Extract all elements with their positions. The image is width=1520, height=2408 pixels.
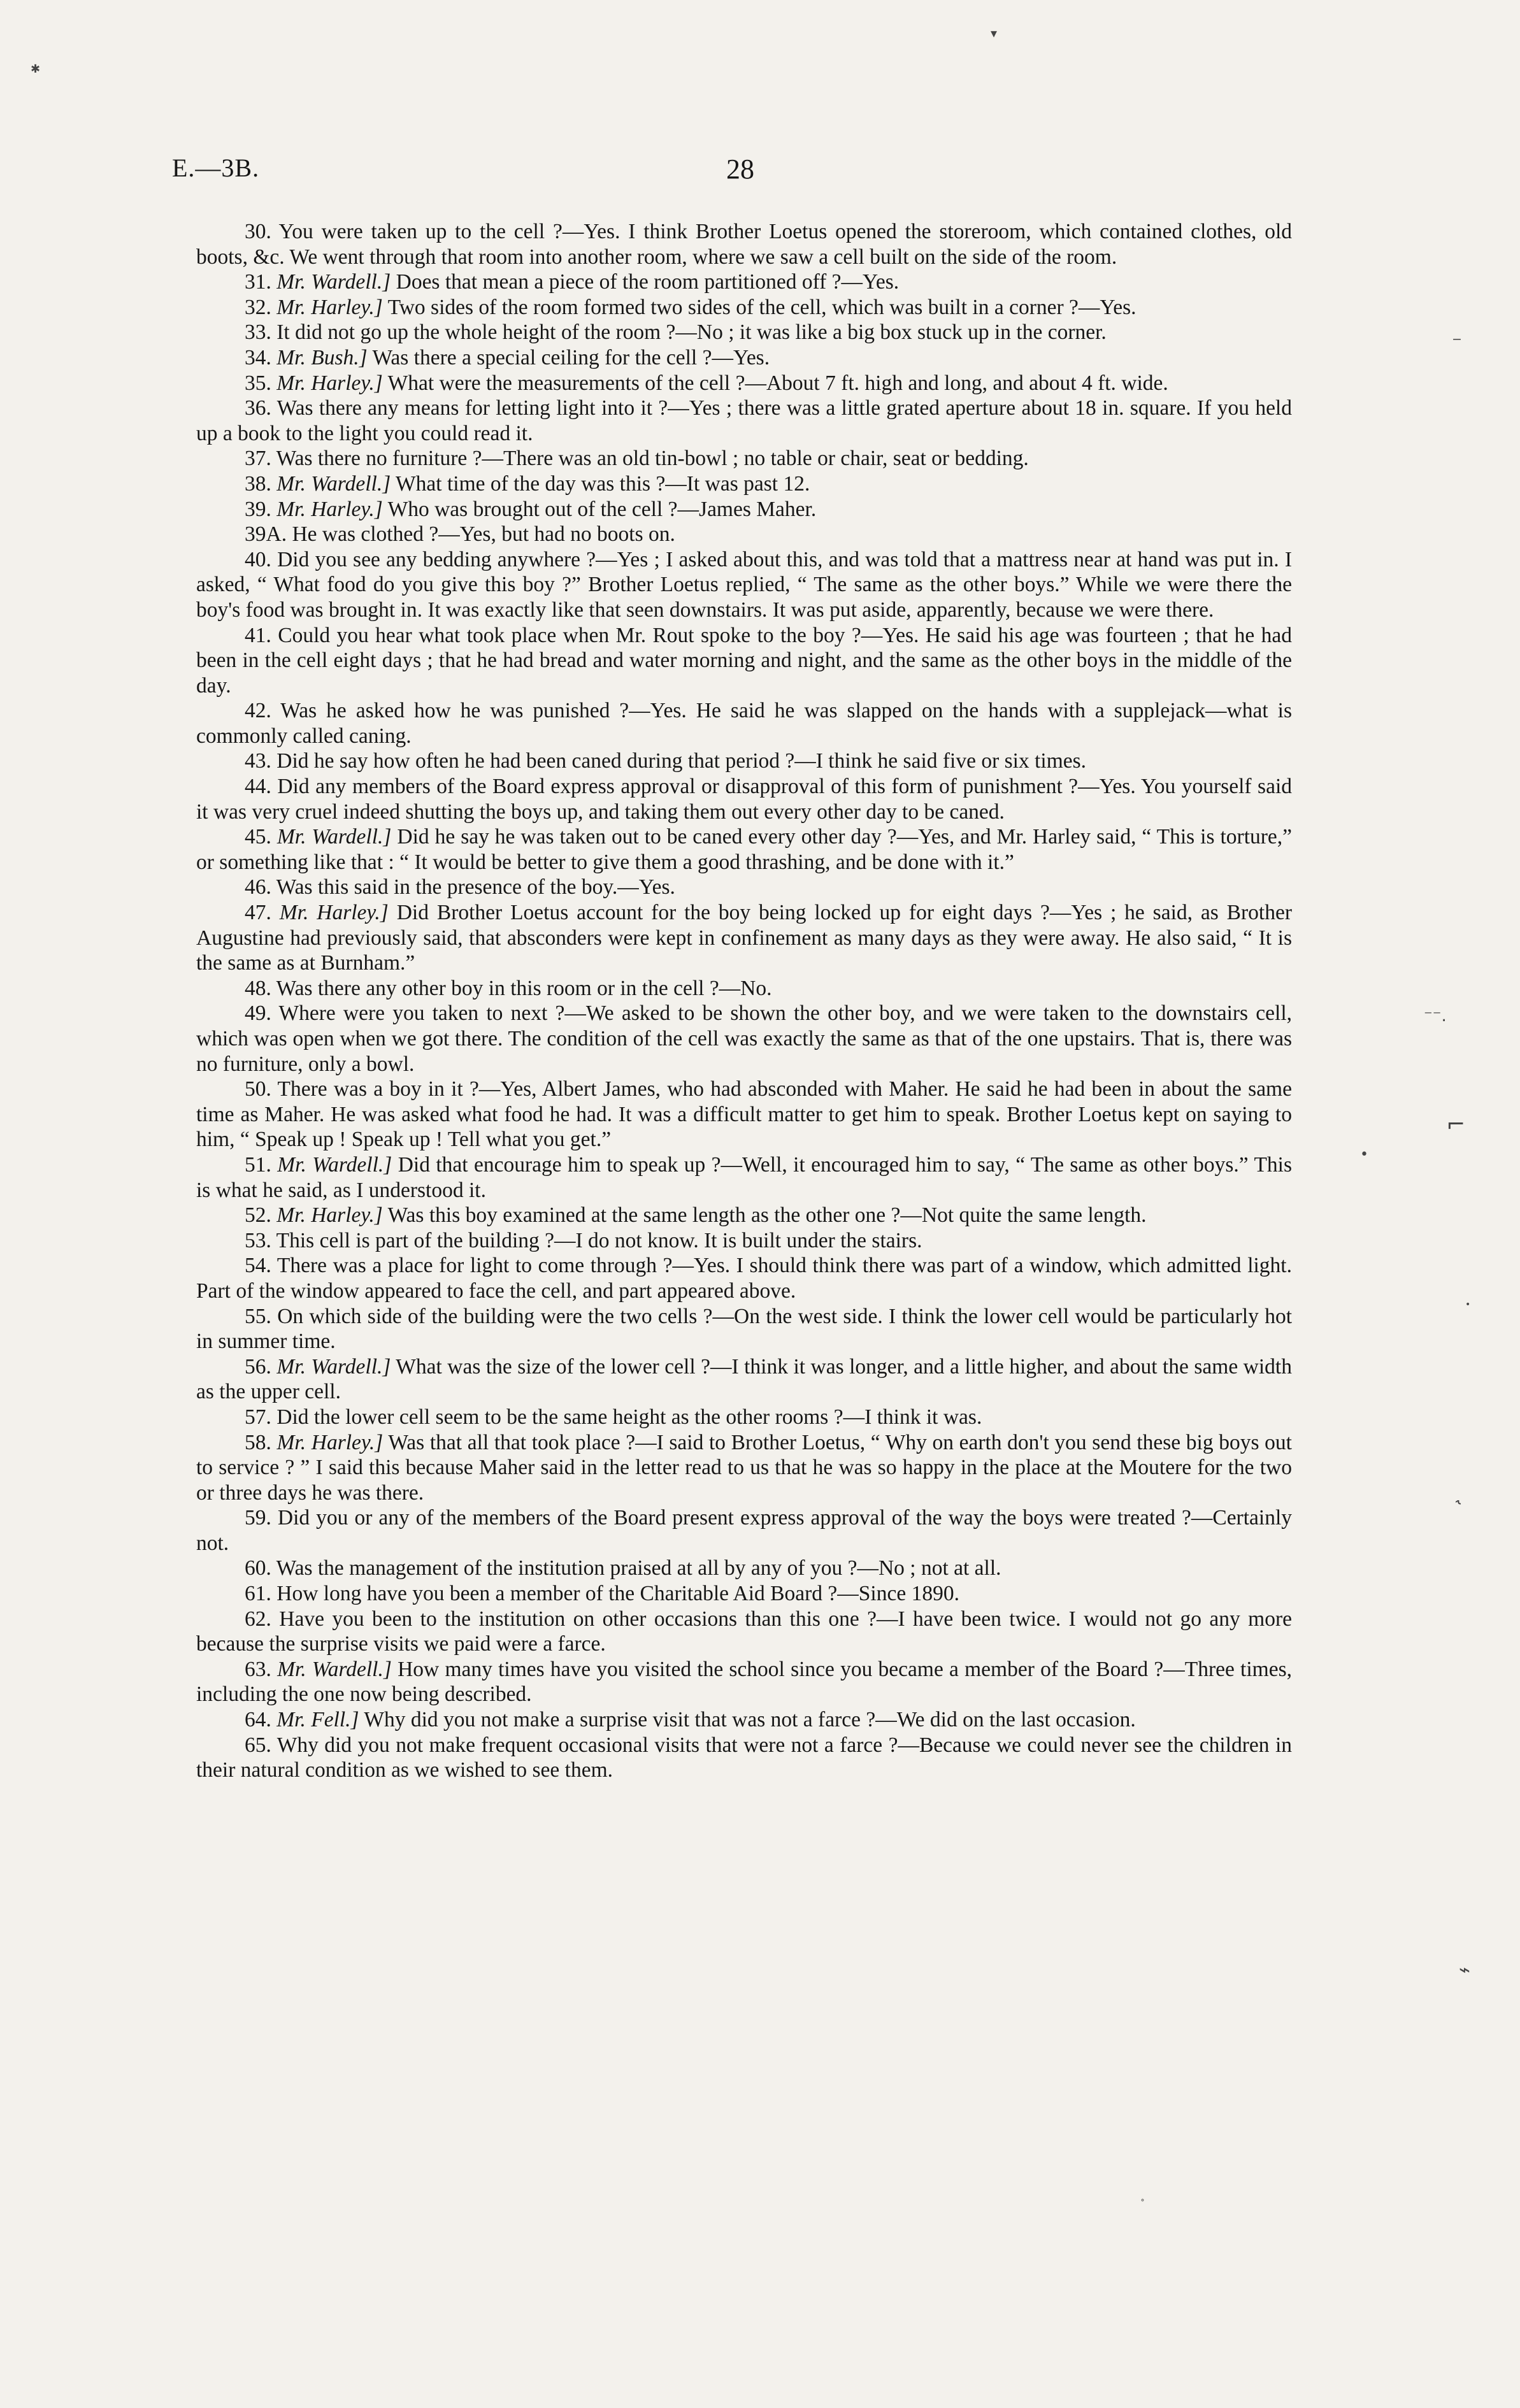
- speaker: Mr. Wardell.]: [277, 1152, 392, 1177]
- speaker: Mr. Wardell.]: [276, 471, 391, 496]
- question-text: Does that mean a piece of the room partitioned off ?—Yes.: [396, 270, 900, 294]
- question-number: 33.: [245, 320, 271, 345]
- question-text: Have you been to the institution on other occasions than this one ?—I have been twice. I would not go any more because the surprise visits we paid were a farce.: [196, 1607, 1293, 1656]
- question-60: [196, 1556, 1292, 1581]
- question-text: Did the lower cell seem to be the same height as the other rooms ?—I think it was.: [276, 1405, 982, 1429]
- question-text: Did he say how often he had been caned during that period ?—I think he said five or six times.: [276, 749, 1087, 773]
- question-text: There was a boy in it ?—Yes, Albert James, who had absconded with Maher. He said he had been in about the same time as Maher. He was asked what food he had. It was a difficult matter to get him to speak. Brother Loetus kept on saying to him, “ Speak up ! Speak up ! Tell what you get.”: [196, 1077, 1292, 1152]
- question-text: On which side of the building were the two cells ?—On the west side. I think the lower cell would be particularly hot in summer time.: [196, 1304, 1293, 1354]
- speaker: Mr. Harley.]: [276, 1203, 383, 1228]
- question-32: [196, 295, 1292, 320]
- question-number: 45.: [245, 825, 271, 849]
- question-number: 37.: [245, 447, 271, 471]
- question-text: He was clothed ?—Yes, but had no boots on.: [292, 522, 675, 547]
- question-44: [196, 774, 1292, 824]
- question-text: Did any members of the Board express approval or disapproval of this form of punishment ?—Yes. You yourself said it was very cruel indeed shutting the boys up, and taking them out every other day to be caned.: [196, 775, 1293, 824]
- question-number: 49.: [245, 1001, 271, 1026]
- question-62: [196, 1607, 1292, 1657]
- question-number: 30.: [245, 220, 271, 243]
- question-40: [196, 547, 1292, 623]
- question-64: [196, 1707, 1292, 1733]
- speaker: Mr. Wardell.]: [277, 1657, 392, 1681]
- question-text: Was there a special ceiling for the cell ?—Yes.: [372, 345, 770, 369]
- question-41: [196, 623, 1292, 699]
- question-number: 55.: [245, 1304, 271, 1328]
- question-text: Who was brought out of the cell ?—James Maher.: [387, 497, 817, 521]
- question-39a: [196, 522, 1292, 547]
- question-number: 39A.: [245, 522, 287, 547]
- question-number: 35.: [245, 371, 271, 395]
- question-text: Was this boy examined at the same length as the other one ?—Not quite the same length.: [387, 1203, 1147, 1228]
- scan-speck-icon: ˳: [1140, 2191, 1145, 2202]
- question-text: Was there any means for letting light into it ?—Yes ; there was a little grated aperture about 18 in. square. If you held up a book to the light you could read it.: [196, 396, 1292, 445]
- question-text: Was this said in the presence of the boy.—Yes.: [276, 875, 675, 899]
- question-text: Two sides of the room formed two sides of the cell, which was built in a corner ?—Yes.: [387, 295, 1136, 319]
- question-number: 40.: [245, 547, 271, 571]
- question-number: 47.: [245, 901, 271, 925]
- question-number: 57.: [245, 1405, 271, 1429]
- question-number: 43.: [245, 749, 271, 773]
- question-text: Did you or any of the members of the Board present express approval of the way the boys were treated ?—Certainly not.: [196, 1506, 1293, 1555]
- scan-speck-icon: ▾: [991, 25, 998, 41]
- speaker: Mr. Harley.]: [276, 371, 383, 395]
- question-57: [196, 1405, 1292, 1430]
- question-55: [196, 1304, 1292, 1354]
- question-text: Was there any other boy in this room or in the cell ?—No.: [276, 976, 772, 1000]
- question-53: [196, 1228, 1292, 1254]
- question-text: What was the size of the lower cell ?—I think it was longer, and a little higher, and about the same width as the upper cell.: [196, 1354, 1292, 1404]
- question-text: Did you see any bedding anywhere ?—Yes ; I asked about this, and was told that a mattress near at hand was put in. I asked, “ What food do you give this boy ?” Brother Loetus replied, “ The same as the other boys.” While we were there the boy's food was brought in. It was exactly like that seen downstairs. It was put aside, apparently, because we were there.: [196, 547, 1293, 622]
- question-65: [196, 1733, 1292, 1783]
- question-text: Why did you not make frequent occasional visits that were not a farce ?—Because we could never see the children in their natural condition as we wished to see them.: [196, 1733, 1293, 1782]
- scan-speck-icon: •: [1465, 1300, 1471, 1310]
- question-text: Why did you not make a surprise visit that was not a farce ?—We did on the last occasion.: [364, 1708, 1136, 1732]
- question-51: [196, 1152, 1292, 1203]
- question-52: [196, 1203, 1292, 1228]
- question-number: 65.: [245, 1733, 271, 1757]
- question-61: [196, 1581, 1292, 1607]
- question-38: [196, 471, 1292, 497]
- question-number: 51.: [245, 1152, 271, 1177]
- question-text: Was that all that took place ?—I said to Brother Loetus, “ Why on earth don't you send these big boys out to service ? ” I said this because Maher said in the letter read to us that he was so happy in the place at the Moutere for the two or three days he was there.: [196, 1430, 1292, 1505]
- question-39: [196, 497, 1292, 522]
- question-54: [196, 1253, 1292, 1303]
- question-number: 41.: [245, 623, 271, 647]
- question-number: 48.: [245, 976, 271, 1000]
- question-text: What were the measurements of the cell ?—About 7 ft. high and long, and about 4 ft. wide.: [387, 371, 1168, 395]
- question-number: 63.: [245, 1657, 271, 1681]
- question-number: 64.: [245, 1708, 271, 1732]
- speaker: Mr. Wardell.]: [276, 270, 391, 294]
- question-number: 54.: [245, 1254, 271, 1278]
- question-number: 44.: [245, 775, 271, 799]
- scan-speck-icon: ⌁: [1459, 1959, 1471, 1981]
- question-text: Was there no furniture ?—There was an old tin-bowl ; no table or chair, seat or bedding.: [276, 447, 1029, 471]
- question-number: 46.: [245, 875, 271, 899]
- question-42: [196, 698, 1292, 749]
- scan-speck-icon: ✱: [31, 62, 41, 76]
- question-45: [196, 824, 1292, 875]
- question-46: [196, 875, 1292, 900]
- speaker: Mr. Wardell.]: [276, 825, 392, 849]
- header-reference: E.—3B.: [172, 154, 260, 182]
- question-37: [196, 446, 1292, 471]
- scan-speck-icon: ⌐: [1446, 1112, 1466, 1138]
- question-number: 56.: [245, 1354, 271, 1379]
- question-number: 58.: [245, 1430, 271, 1454]
- question-number: 50.: [245, 1077, 271, 1101]
- question-text: What time of the day was this ?—It was past 12.: [396, 471, 810, 496]
- question-34: [196, 345, 1292, 371]
- question-text: This cell is part of the building ?—I do not know. It is built under the stairs.: [276, 1228, 922, 1252]
- question-35: [196, 371, 1292, 396]
- question-text: Did he say he was taken out to be caned every other day ?—Yes, and Mr. Harley said, “ This is torture,” or something like that : “ It would be better to give them a good thrashing, and be done with it.”: [196, 825, 1293, 874]
- question-number: 42.: [245, 699, 271, 723]
- testimony-text: [196, 219, 1292, 1783]
- question-50: [196, 1077, 1292, 1152]
- question-63: [196, 1657, 1292, 1707]
- question-text: How many times have you visited the school since you became a member of the Board ?—Three times, including the one now being described.: [196, 1657, 1293, 1707]
- question-text: There was a place for light to come through ?—Yes. I should think there was part of a window, which admitted light. Part of the window appeared to face the cell, and part appeared above.: [196, 1254, 1292, 1303]
- question-36: [196, 396, 1292, 446]
- question-number: 59.: [245, 1506, 271, 1530]
- speaker: Mr. Harley.]: [276, 295, 383, 319]
- question-text: Did Brother Loetus account for the boy being locked up for eight days ?—Yes ; he said, as Brother Augustine had previously said, that absconders were kept in confinement as many days as they were away. He also said, “ It is the same as at Burnham.”: [196, 901, 1293, 975]
- speaker: Mr. Wardell.]: [276, 1354, 391, 1379]
- question-number: 34.: [245, 345, 271, 369]
- question-59: [196, 1505, 1292, 1556]
- question-text: Could you hear what took place when Mr. Rout spoke to the boy ?—Yes. He said his age was fourteen ; that he had been in the cell eight days ; that he had bread and water morning and night, and the same as the other boys in the middle of the day.: [196, 623, 1293, 698]
- question-text: Was the management of the institution praised at all by any of you ?—No ; not at all.: [276, 1556, 1001, 1580]
- question-number: 39.: [245, 497, 271, 521]
- speaker: Mr. Harley.]: [279, 901, 389, 925]
- scan-speck-icon: •: [1360, 1147, 1368, 1163]
- scan-speck-icon: ˞: [1456, 1494, 1461, 1512]
- question-text: Where were you taken to next ?—We asked to be shown the other boy, and we were taken to the downstairs cell, which was open when we got there. The condition of the cell was exactly the same as that of the one upstairs. That is, there was no furniture, only a bowl.: [196, 1001, 1292, 1076]
- question-31: [196, 269, 1292, 295]
- question-number: 31.: [245, 270, 271, 294]
- question-number: 52.: [245, 1203, 271, 1228]
- question-text: How long have you been a member of the Charitable Aid Board ?—Since 1890.: [276, 1582, 959, 1606]
- question-number: 38.: [245, 471, 271, 496]
- speaker: Mr. Harley.]: [276, 1430, 384, 1454]
- speaker: Mr. Fell.]: [276, 1708, 359, 1732]
- scan-speck-icon: ⁻⁻.: [1424, 1007, 1447, 1026]
- question-number: 62.: [245, 1607, 271, 1631]
- question-56: [196, 1354, 1292, 1405]
- question-text: It did not go up the whole height of the room ?—No ; it was like a big box stuck up in the corner.: [276, 320, 1107, 345]
- speaker: Mr. Bush.]: [276, 345, 368, 369]
- question-number: 60.: [245, 1556, 271, 1580]
- speaker: Mr. Harley.]: [276, 497, 383, 521]
- question-text: Did that encourage him to speak up ?—Well, it encouraged him to say, “ The same as other boys.” This is what he said, as I understood it.: [196, 1152, 1293, 1202]
- page-number: 28: [726, 154, 754, 185]
- question-47: [196, 900, 1292, 976]
- question-30: [196, 219, 1292, 269]
- question-number: 53.: [245, 1228, 271, 1252]
- question-58: [196, 1430, 1292, 1506]
- question-text: You were taken up to the cell ?—Yes. I think Brother Loetus opened the storeroom, which contained clothes, old boots, &c. We went through that room into another room, where we saw a cell built on the side of the room.: [196, 220, 1292, 269]
- question-text: Was he asked how he was punished ?—Yes. He said he was slapped on the hands with a supplejack—what is commonly called caning.: [196, 699, 1292, 748]
- question-43: [196, 749, 1292, 774]
- question-number: 32.: [245, 295, 271, 319]
- question-number: 61.: [245, 1582, 271, 1606]
- scan-speck-icon: ‒: [1452, 331, 1461, 347]
- question-number: 36.: [245, 396, 271, 420]
- question-33: [196, 320, 1292, 345]
- question-49: [196, 1001, 1292, 1077]
- question-48: [196, 976, 1292, 1001]
